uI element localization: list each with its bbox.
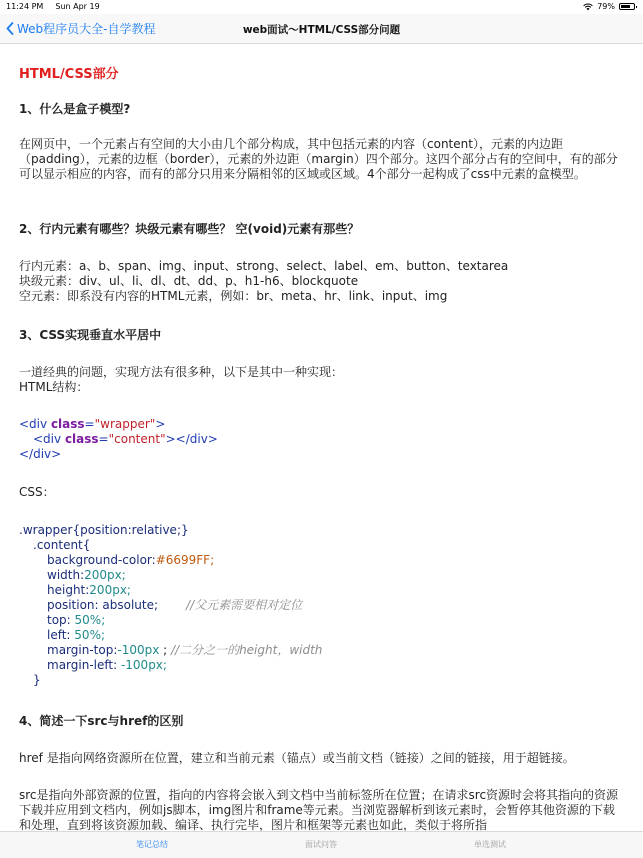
status-date: Sun Apr 19 <box>55 2 100 11</box>
navigation-bar <box>0 14 643 44</box>
block-elements-text: 块级元素：div、ul、li、dl、dt、dd、p、h1-h6、blockquote <box>19 274 359 288</box>
tab-interview-qa[interactable]: 面试问答 <box>305 840 337 849</box>
css-line-content-close: } <box>33 673 41 687</box>
chevron-left-icon <box>6 22 14 35</box>
question-3-heading: 3、CSS实现垂直水平居中 <box>19 328 162 342</box>
css-line-wrapper: .wrapper{position:relative;} <box>19 523 189 537</box>
battery-icon <box>619 3 635 10</box>
css-line-content-open: .content{ <box>33 538 91 552</box>
tab-bar <box>0 831 643 858</box>
page-title: web面试～HTML/CSS部分问题 <box>242 24 401 36</box>
tab-single-choice-quiz[interactable]: 单选测试 <box>474 840 506 849</box>
status-bar <box>0 0 643 14</box>
question-2-heading: 2、行内元素有哪些？块级元素有哪些？ 空(void)元素有那些？ <box>19 222 360 236</box>
battery-percent: 79% <box>597 2 615 11</box>
back-button[interactable] <box>6 20 156 37</box>
href-explanation: href 是指向网络资源所在位置，建立和当前元素（锚点）或当前文档（链接）之间的链接，用于超链接。 <box>19 751 575 765</box>
inline-elements-text: 行内元素：a、b、span、img、input、strong、select、label、em、button、textarea <box>19 259 509 273</box>
status-time: 11:24 PM <box>6 2 44 11</box>
css-line-margin-top: margin-top:-100px ; //二分之一的height，width <box>47 643 323 657</box>
css-line-margin-left: margin-left: -100px; <box>47 658 167 672</box>
question-4-heading: 4、简述一下src与href的区别 <box>19 714 184 728</box>
css-line-position: position: absolute; //父元素需要相对定位 <box>47 598 303 612</box>
back-button-label: Web程序员大全-自学教程 <box>17 22 156 36</box>
article-content[interactable] <box>19 44 624 831</box>
question-1-heading: 1、什么是盒子模型? <box>19 102 131 116</box>
tab-notes-summary[interactable]: 笔记总结 <box>136 840 168 849</box>
css-line-height: height:200px; <box>47 583 131 597</box>
src-explanation: src是指向外部资源的位置，指向的内容将会嵌入到文档中当前标签所在位置；在请求src资源时会将其指向的资源下载并应用到文档内，例如js脚本，img图片和frame等元素。当浏览器解析到该元素时，会暂停其他资源的下载和处理，直到将该资源加载、编译、执行完毕，图片和框架等元素也如此，类似于将所指 <box>19 788 619 831</box>
css-label: CSS： <box>19 485 55 499</box>
code-line-wrapper-close: </div> <box>19 447 62 461</box>
code-line-wrapper-open: <div class="wrapper"> <box>19 417 166 431</box>
html-structure-label: HTML结构： <box>19 380 89 394</box>
css-line-width: width:200px; <box>47 568 126 582</box>
question-1-answer: 在网页中，一个元素占有空间的大小由几个部分构成，其中包括元素的内容（content），元素的内边距（padding），元素的边框（border），元素的外边距（margin）四个部分。这四个部分占有的空间中，有的部分可以显示相应的内容，而有的部分只用来分隔相邻的区域或区域。4个部分一起构成了css中元素的盒模型。 <box>19 137 618 181</box>
void-elements-text: 空元素：即系没有内容的HTML元素，例如：br、meta、hr、link、input、img <box>19 289 448 303</box>
css-line-background: background-color:#6699FF; <box>47 553 215 567</box>
section-title: HTML/CSS部分 <box>19 67 119 82</box>
wifi-icon <box>583 3 593 11</box>
css-line-top: top: 50%; <box>47 613 106 627</box>
question-3-intro: 一道经典的问题，实现方法有很多种，以下是其中一种实现： <box>19 365 344 379</box>
code-line-content-div: <div class="content"></div> <box>33 432 218 446</box>
css-line-left: left: 50%; <box>47 628 106 642</box>
